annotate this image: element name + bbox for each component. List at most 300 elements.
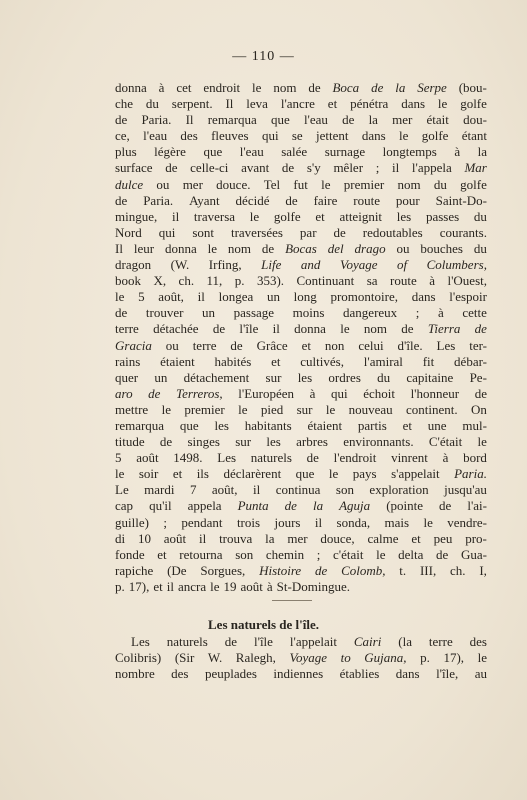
text-line <box>115 160 487 176</box>
word: ordres <box>328 369 361 385</box>
word: l'île, <box>436 666 459 682</box>
text-line <box>115 80 487 96</box>
word: (W. <box>170 257 190 273</box>
word: ; <box>316 546 321 562</box>
word: terre <box>192 337 217 353</box>
text-line <box>115 305 487 321</box>
word: il <box>392 160 400 176</box>
word: de <box>148 385 161 401</box>
word: mer <box>392 112 413 128</box>
text-line <box>115 257 487 273</box>
word: l'eau <box>303 112 328 128</box>
word: à <box>266 578 273 594</box>
word: avant <box>241 160 270 176</box>
word: Colibris) <box>115 650 162 666</box>
word: mingue, <box>115 208 158 224</box>
word: dou- <box>463 112 487 128</box>
word: 17), <box>443 650 465 666</box>
word: qu'il <box>149 498 172 514</box>
word: l'ai- <box>467 498 487 514</box>
word: trois <box>236 514 261 530</box>
word: ch. <box>178 273 195 289</box>
page-number: — 110 — <box>232 49 295 64</box>
word: étaient <box>160 353 195 369</box>
word: Paria. <box>141 112 172 128</box>
word: (Sir <box>174 650 195 666</box>
text-line <box>115 531 487 547</box>
word: 7 <box>189 482 197 498</box>
word: de <box>371 80 384 95</box>
word: du <box>145 96 159 112</box>
word: du <box>377 369 391 385</box>
word: l'eau <box>239 144 264 160</box>
word: de <box>401 321 414 337</box>
word: nom <box>363 321 388 337</box>
word: un <box>266 289 280 305</box>
word: à <box>442 450 449 466</box>
text-line <box>115 418 487 434</box>
word: légère <box>154 144 186 160</box>
word: l'Européen <box>238 385 295 401</box>
word: calme <box>367 530 399 546</box>
word: et <box>315 208 325 224</box>
paragraph-2 <box>115 634 487 682</box>
text-line <box>115 434 487 450</box>
text-line <box>115 547 487 563</box>
word: le <box>210 578 220 594</box>
word: book <box>115 273 141 289</box>
word: l'endroit <box>333 450 377 466</box>
word: le <box>207 240 218 256</box>
word: redoutables <box>362 224 423 240</box>
word: Life <box>261 257 282 273</box>
text-line <box>115 515 487 531</box>
word: de <box>159 434 173 450</box>
word: cette <box>462 305 487 321</box>
word: Terreros, <box>176 385 223 401</box>
word: de <box>306 450 319 466</box>
word: ; <box>163 514 167 530</box>
word: de <box>281 160 295 176</box>
word: (la <box>398 634 412 649</box>
word: 17), <box>128 578 150 594</box>
text-line <box>115 666 487 682</box>
word: passes <box>425 208 460 224</box>
word: le <box>477 434 487 450</box>
word: sont <box>192 224 214 240</box>
word: le <box>115 289 125 305</box>
word: fonde <box>115 546 145 562</box>
word: de <box>165 160 178 176</box>
word: la <box>265 530 275 546</box>
word: p. <box>234 273 245 289</box>
word: de <box>224 634 238 649</box>
word: moins <box>292 305 325 321</box>
word: bord <box>463 450 487 466</box>
word: et <box>172 466 183 482</box>
word: longea <box>218 289 254 305</box>
word: à <box>429 273 435 289</box>
word: sur <box>235 434 252 450</box>
text-line <box>115 289 487 305</box>
word: jettent <box>316 128 349 144</box>
word: des <box>180 128 198 144</box>
word: mêler <box>333 160 364 176</box>
word: il <box>171 208 180 224</box>
word: et <box>301 337 311 353</box>
word: de <box>261 240 275 256</box>
word: vinrent <box>391 450 428 466</box>
word: p. <box>115 578 125 594</box>
word: peuplades <box>204 666 257 682</box>
word: de <box>436 546 449 562</box>
word: courants. <box>439 224 487 240</box>
word: ou <box>156 176 170 192</box>
word: Il <box>185 112 194 128</box>
word: passage <box>233 305 275 321</box>
word: Continuant <box>296 273 355 289</box>
word: endroit <box>203 80 241 95</box>
word: rains <box>115 353 141 369</box>
word: détachée <box>153 321 199 337</box>
word: les <box>297 369 313 385</box>
word: l'honneur <box>410 385 460 401</box>
word: août, <box>158 289 184 305</box>
word: Aguja <box>339 498 371 514</box>
word: l'Ouest, <box>447 273 487 289</box>
word: soir <box>138 466 159 482</box>
text-line <box>115 96 487 112</box>
word: étaient <box>307 417 343 433</box>
word: (bou- <box>458 80 487 95</box>
word: chemin <box>265 546 305 562</box>
word: le <box>161 401 171 417</box>
word: Columbers, <box>426 257 487 273</box>
word: établies <box>339 666 380 682</box>
word: l'appelait <box>289 634 337 649</box>
word: Le <box>115 482 129 498</box>
word: Punta <box>237 498 269 514</box>
word: pénétra <box>350 96 389 112</box>
word: détachement <box>183 369 250 385</box>
word: l'île <box>253 634 273 649</box>
word: habités <box>214 353 252 369</box>
word: surface <box>115 160 153 176</box>
word: décidé <box>235 192 270 208</box>
word: trouva <box>219 530 253 546</box>
text-line <box>115 112 487 128</box>
word: la <box>477 144 487 160</box>
word: le <box>252 80 262 95</box>
word: nom <box>273 80 297 95</box>
word: p. <box>420 650 430 666</box>
word: cap <box>115 498 134 514</box>
word: 19 <box>223 578 237 594</box>
word: ; <box>415 305 420 321</box>
word: sonda, <box>336 514 371 530</box>
word: traversées <box>230 224 283 240</box>
word: dans <box>411 289 436 305</box>
word: l'appela <box>411 160 452 176</box>
word: le <box>437 96 448 112</box>
word: singes <box>187 434 220 450</box>
word: leur <box>133 240 155 256</box>
word: Saint-Do- <box>435 192 487 208</box>
text-line <box>115 370 487 386</box>
word: Pe- <box>469 369 487 385</box>
word: atteignit <box>339 208 383 224</box>
word: Boca <box>332 80 360 95</box>
word: il <box>253 482 261 498</box>
word: de <box>115 305 128 321</box>
word: Serpe <box>417 80 447 95</box>
word: delta <box>398 546 424 562</box>
word: dans <box>395 666 420 682</box>
word: le <box>115 466 125 482</box>
word: Bocas <box>285 240 317 256</box>
word: ; <box>375 160 380 176</box>
word: C'était <box>428 434 463 450</box>
word: il <box>272 321 280 337</box>
word: août, <box>211 482 238 498</box>
word: de <box>115 192 128 208</box>
word: Gracia <box>115 337 152 353</box>
word: mer <box>287 530 308 546</box>
word: ce, <box>115 128 130 144</box>
word: Colomb, <box>341 562 386 578</box>
word: Voyage <box>289 650 327 666</box>
word: On <box>471 401 487 417</box>
text-line <box>115 650 487 666</box>
word: l'île <box>239 321 259 337</box>
section-heading: Les naturels de l'île. <box>208 617 319 632</box>
word: exploration <box>369 482 429 498</box>
text-line <box>115 498 487 514</box>
word: et <box>157 546 167 562</box>
word: jours <box>274 514 301 530</box>
word: douce, <box>320 530 355 546</box>
word: son <box>335 482 354 498</box>
word: golfe <box>460 176 487 192</box>
text-line <box>115 321 487 337</box>
word: que <box>203 144 223 160</box>
word: de <box>285 192 298 208</box>
word: Les <box>436 337 456 353</box>
word: le <box>376 546 386 562</box>
word: dangereux <box>343 305 398 321</box>
word: débar- <box>454 353 487 369</box>
word: 5 <box>115 450 122 466</box>
word: août <box>163 530 187 546</box>
word: ou <box>396 240 410 256</box>
text-line <box>115 450 487 466</box>
word: à <box>454 144 461 160</box>
word: Voyage <box>339 257 378 273</box>
word: plus <box>115 144 137 160</box>
word: à <box>158 80 165 95</box>
word: serpent. <box>171 96 213 112</box>
word: qui <box>261 128 279 144</box>
word: que <box>270 112 290 128</box>
word: I, <box>479 562 487 578</box>
word: les <box>396 208 412 224</box>
word: celui <box>358 337 384 353</box>
word: la <box>312 498 324 514</box>
word: du <box>473 208 487 224</box>
word: dulce <box>115 176 144 192</box>
word: 353). <box>256 273 285 289</box>
word: Paria. <box>143 192 174 208</box>
word: ils <box>196 466 209 482</box>
word: le <box>399 128 409 144</box>
word: Gua- <box>460 546 487 562</box>
word: drago <box>354 240 386 256</box>
word: ancra <box>177 578 207 594</box>
word: traversa <box>193 208 236 224</box>
word: che <box>115 96 134 112</box>
word: de <box>342 112 355 128</box>
word: et <box>271 353 281 369</box>
word: faire <box>313 192 338 208</box>
word: s'appelait <box>391 466 440 482</box>
word: long <box>293 289 317 305</box>
text-line <box>115 209 487 225</box>
word: mettre <box>115 401 149 417</box>
word: capitaine <box>406 369 454 385</box>
word: longtemps <box>382 144 437 160</box>
word: nom <box>227 240 252 256</box>
word: St-Domingue. <box>276 578 350 594</box>
text-line <box>115 128 487 144</box>
text-line <box>115 144 487 160</box>
word: terre <box>428 634 453 649</box>
word: non <box>324 337 345 353</box>
text-line <box>115 402 487 418</box>
word: continua <box>275 482 321 498</box>
text-line <box>115 386 487 402</box>
word: le <box>249 208 260 224</box>
word: de <box>212 321 226 337</box>
word: nouveau <box>348 401 393 417</box>
word: golfe <box>460 96 487 112</box>
word: pendant <box>181 514 223 530</box>
word: 11, <box>206 273 223 289</box>
word: ter- <box>469 337 487 353</box>
word: premier <box>184 401 225 417</box>
word: indiennes <box>273 666 324 682</box>
word: naturels <box>166 634 208 649</box>
word: par <box>299 224 317 240</box>
text-line <box>115 354 487 370</box>
word: (De <box>167 562 187 578</box>
word: donna <box>115 80 147 95</box>
word: et <box>153 578 163 594</box>
word: Nord <box>115 224 142 240</box>
word: il <box>197 289 205 305</box>
word: t. <box>399 562 407 578</box>
word: le <box>328 466 339 482</box>
word: de <box>315 562 328 578</box>
word: W. <box>207 650 223 666</box>
text-line <box>115 193 487 209</box>
word: le <box>423 514 433 530</box>
word: leva <box>246 96 268 112</box>
word: de <box>230 337 243 353</box>
word: remarqua <box>207 112 257 128</box>
word: et <box>402 417 412 433</box>
text-line <box>115 177 487 193</box>
word: il <box>166 578 174 594</box>
word: Sorgues, <box>200 562 246 578</box>
word: bouches <box>420 240 463 256</box>
word: 1498. <box>173 450 203 466</box>
word: naturels <box>250 450 292 466</box>
word: environnants. <box>343 434 414 450</box>
word: douce. <box>216 176 251 192</box>
word: Il <box>115 240 123 256</box>
word: de <box>115 112 128 128</box>
word: Mar <box>464 160 487 176</box>
word: Ayant <box>189 192 220 208</box>
word: habitants <box>244 417 292 433</box>
word: du <box>473 240 487 256</box>
text-line <box>115 579 487 595</box>
word: Histoire <box>259 562 302 578</box>
word: and <box>300 257 321 273</box>
word: 10 <box>137 530 151 546</box>
text-line <box>115 241 487 257</box>
word: pays <box>352 466 377 482</box>
word: l'ancre <box>280 96 315 112</box>
word: Les <box>217 450 237 466</box>
word: le <box>477 650 487 666</box>
word: qui <box>158 224 176 240</box>
word: remarqua <box>115 417 165 433</box>
word: d'île. <box>397 337 423 353</box>
word: un <box>154 369 168 385</box>
word: III, <box>419 562 437 578</box>
word: de <box>439 498 452 514</box>
word: échoit <box>363 385 395 401</box>
word: fleuves <box>211 128 249 144</box>
word: Paria. <box>454 466 487 482</box>
word: s'y <box>306 160 321 176</box>
word: mul- <box>462 417 487 433</box>
word: l'espoir <box>449 289 487 305</box>
word: le <box>340 321 350 337</box>
word: guille) <box>115 514 149 530</box>
word: appela <box>187 498 222 514</box>
word: promontoire, <box>330 289 398 305</box>
paragraph-1 <box>115 80 487 595</box>
word: des <box>171 666 189 682</box>
word: au <box>474 666 487 682</box>
word: Gujana, <box>364 650 407 666</box>
word: donna <box>294 321 326 337</box>
word: la <box>368 112 378 128</box>
text-line <box>115 634 487 650</box>
word: de <box>333 224 346 240</box>
word: de <box>474 385 487 401</box>
word: vendre- <box>447 514 487 530</box>
word: qui <box>330 385 348 401</box>
word: et <box>411 530 421 546</box>
word: le <box>321 176 331 192</box>
word: Cairi <box>353 634 382 649</box>
word: se <box>291 128 303 144</box>
word: ch. <box>450 562 466 578</box>
word: donna <box>164 240 197 256</box>
